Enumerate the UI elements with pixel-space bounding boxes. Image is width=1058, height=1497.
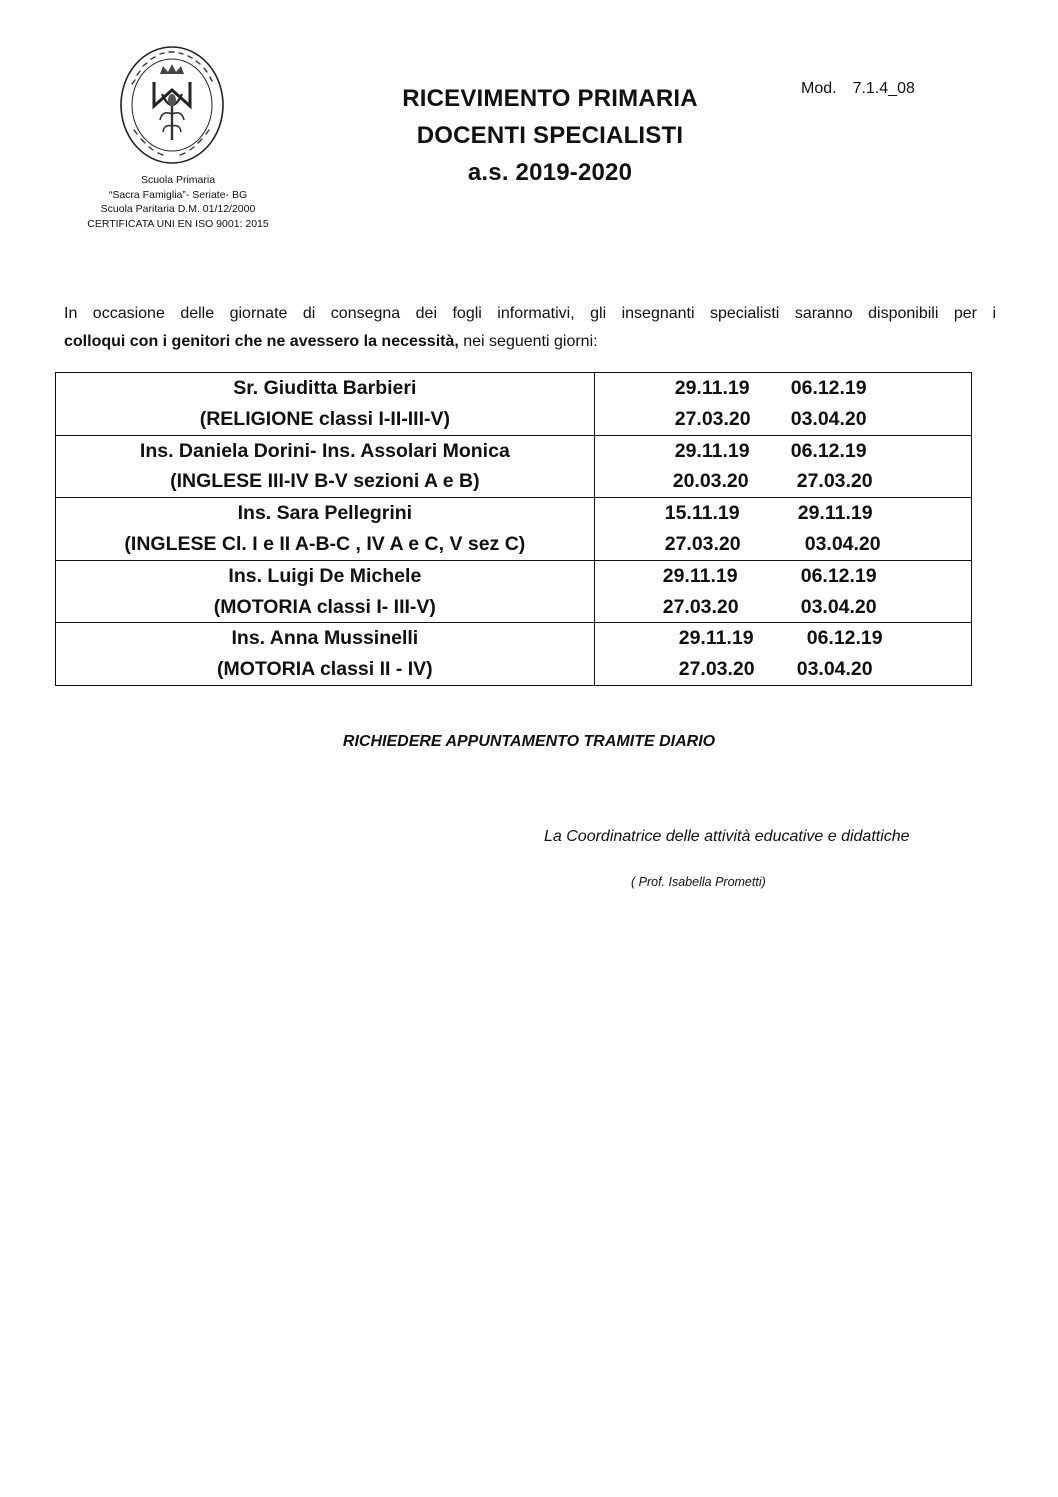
intro-line1: In occasione delle giornate di consegna dei fogli informativi, gli insegnanti specialisti saranno disponibili per i	[64, 305, 996, 322]
meeting-date: 06.12.19	[790, 439, 867, 462]
school-name-line1: Scuola Primaria	[140, 174, 216, 186]
teacher-name: Ins. Sara Pellegrini	[237, 502, 413, 525]
title-line1: RICEVIMENTO PRIMARIA	[402, 85, 698, 112]
meeting-date: 06.12.19	[790, 377, 867, 399]
title-line2: DOCENTI SPECIALISTI	[416, 122, 684, 149]
school-seal-logo	[118, 44, 226, 166]
dates-line	[595, 592, 971, 623]
teacher-subject: (INGLESE III-IV B-V sezioni A e B)	[170, 470, 480, 493]
dates-cell	[594, 560, 971, 623]
meeting-date: 29.11.19	[674, 377, 750, 399]
mod-code: 7.1.4_08	[852, 80, 915, 97]
meeting-date: 27.03.20	[796, 470, 873, 493]
table-row	[56, 623, 972, 686]
intro-line2-rest: nei seguenti giorni:	[458, 333, 598, 350]
teacher-cell	[56, 373, 595, 436]
teacher-subject: (MOTORIA classi II - IV)	[217, 658, 433, 681]
dates-line	[595, 466, 971, 497]
coordinator-title: La Coordinatrice delle attività educative e didattiche	[544, 828, 910, 845]
meeting-date: 03.04.20	[796, 658, 873, 681]
teacher-name: Ins. Daniela Dorini- Ins. Assolari Monica	[139, 439, 510, 462]
document-title	[330, 80, 770, 191]
certification: CERTIFICATA UNI EN ISO 9001: 2015	[87, 217, 269, 230]
school-status: Scuola Paritaria D.M. 01/12/2000	[100, 203, 256, 215]
meeting-date: 03.04.20	[804, 532, 881, 555]
meeting-date: 03.04.20	[800, 595, 877, 618]
meeting-date: 20.03.20	[672, 470, 749, 493]
request-note: RICHIEDERE APPUNTAMENTO TRAMITE DIARIO	[342, 733, 716, 750]
meeting-date: 27.03.20	[674, 407, 751, 430]
schedule-table	[55, 372, 972, 686]
teacher-subject: (INGLESE Cl. I e II A-B-C , IV A e C, V sez C)	[124, 532, 526, 555]
teacher-name: Sr. Giuditta Barbieri	[233, 377, 417, 399]
meeting-date: 27.03.20	[678, 658, 755, 681]
dates-line	[595, 404, 971, 435]
teacher-cell	[56, 623, 595, 686]
meeting-date: 29.11.19	[674, 439, 750, 462]
intro-paragraph	[64, 300, 996, 356]
meeting-date: 29.11.19	[678, 627, 754, 650]
dates-line	[595, 623, 971, 654]
title-line3: a.s. 2019-2020	[467, 159, 633, 186]
teacher-subject: (MOTORIA classi I- III-V)	[213, 595, 436, 618]
meeting-date: 06.12.19	[806, 627, 883, 650]
teacher-cell	[56, 498, 595, 561]
meeting-date: 29.11.19	[662, 564, 738, 587]
dates-line	[595, 654, 971, 685]
teacher-subject: (RELIGIONE classi I-II-III-V)	[199, 407, 450, 430]
dates-line	[595, 529, 971, 560]
mod-label: Mod.	[801, 80, 837, 97]
table-row	[56, 498, 972, 561]
meeting-date: 27.03.20	[662, 595, 739, 618]
teacher-name: Ins. Luigi De Michele	[228, 564, 422, 587]
coordinator-name: ( Prof. Isabella Prometti)	[631, 875, 766, 889]
dates-cell	[594, 498, 971, 561]
dates-cell	[594, 435, 971, 498]
meeting-date: 27.03.20	[664, 532, 741, 555]
school-info	[58, 173, 298, 231]
dates-cell	[594, 373, 971, 436]
dates-line	[595, 436, 971, 467]
teacher-cell	[56, 560, 595, 623]
meeting-date: 06.12.19	[800, 564, 877, 587]
table-row	[56, 435, 972, 498]
intro-line2-bold: colloqui con i genitori che ne avessero la necessità,	[64, 333, 459, 350]
table-row	[56, 560, 972, 623]
table-row	[56, 373, 972, 436]
intro-line2	[64, 328, 996, 356]
dates-cell	[594, 623, 971, 686]
dates-line	[595, 498, 971, 529]
module-reference	[801, 80, 915, 98]
school-name-line2: “Sacra Famiglia”- Seriate- BG	[108, 188, 248, 201]
meeting-date: 15.11.19	[664, 502, 740, 525]
dates-line	[595, 373, 971, 404]
meeting-date: 03.04.20	[790, 407, 867, 430]
teacher-name: Ins. Anna Mussinelli	[231, 627, 419, 650]
teacher-cell	[56, 435, 595, 498]
dates-line	[595, 561, 971, 592]
meeting-date: 29.11.19	[797, 502, 873, 525]
